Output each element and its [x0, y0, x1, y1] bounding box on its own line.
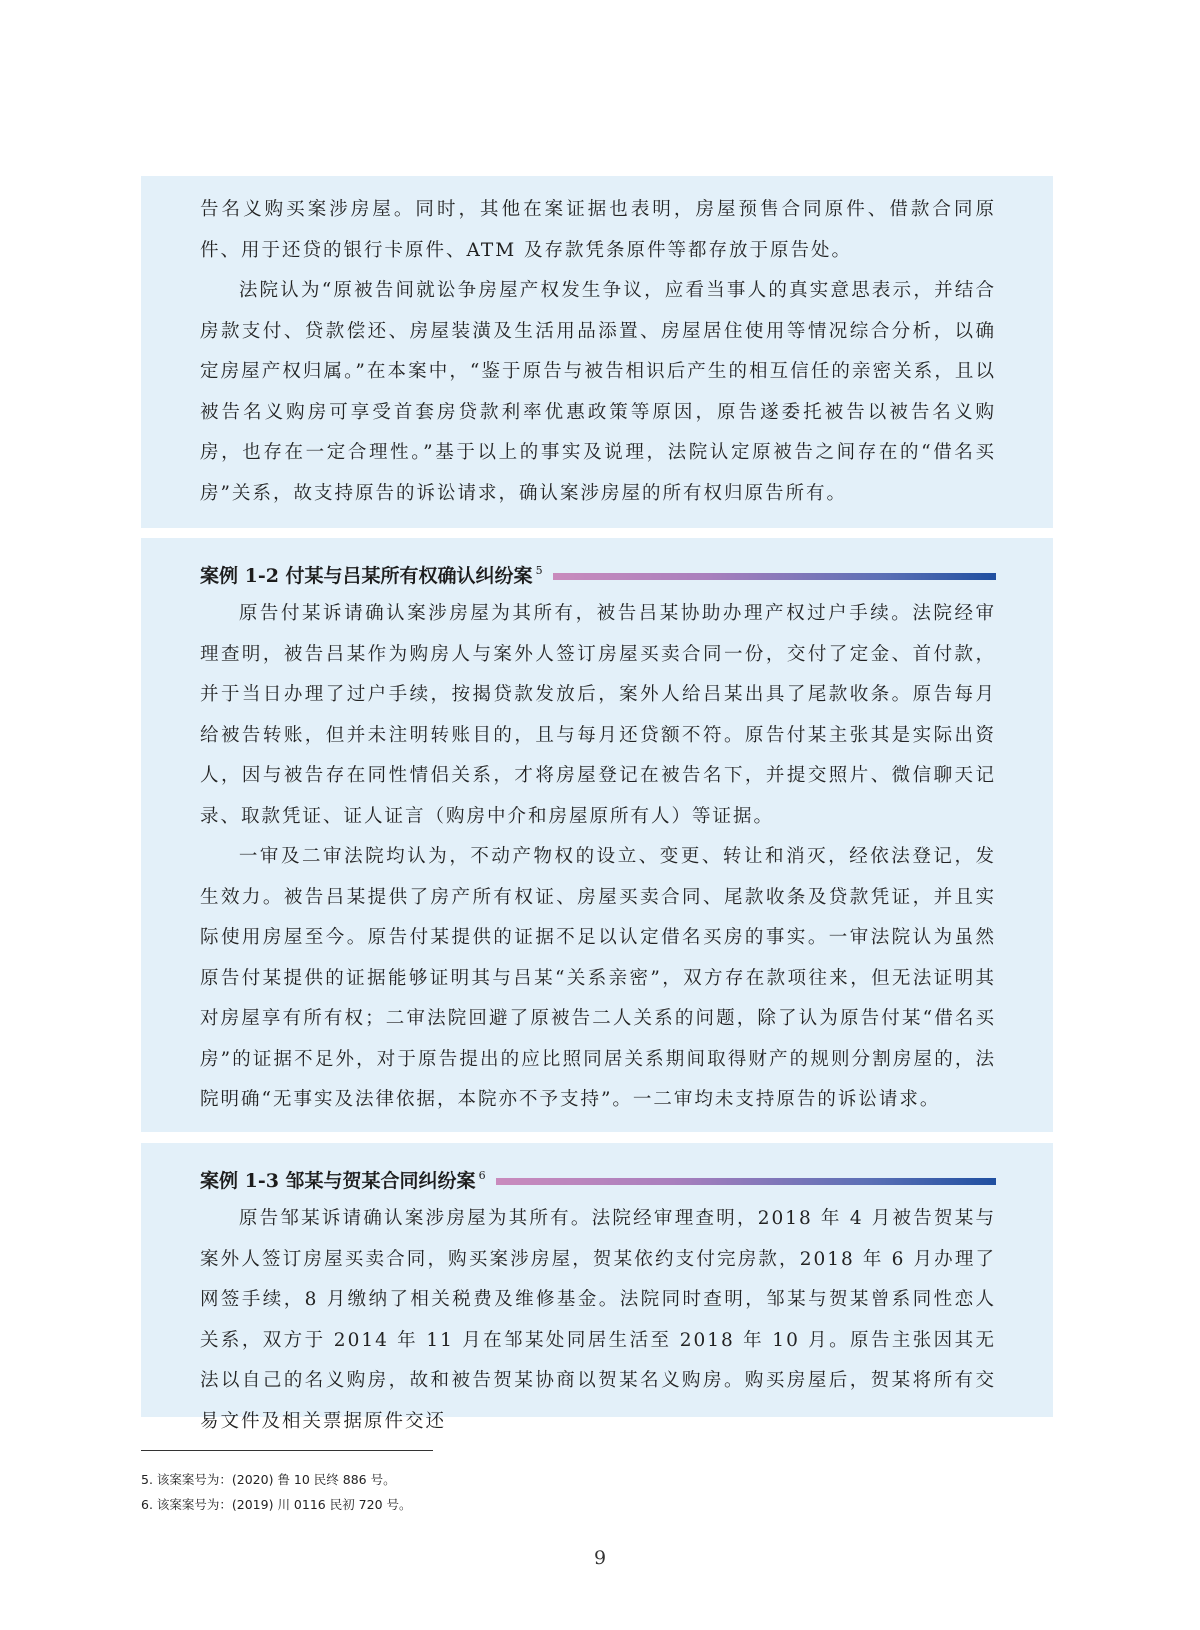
paragraph: 法院认为“原被告间就讼争房屋产权发生争议，应看当事人的真实意思表示，并结合房款支付、贷款偿还、房屋装潢及生活用品添置、房屋居住使用等情况综合分析，以确定房屋产权归属。”在本案中，“鉴于原告与被告相识后产生的相互信任的亲密关系，且以被告名义购房可享受首套房贷款利率优惠政策等原因，原告遂委托被告以被告名义购房，也存在一定合理性。”基于以上的事实及说理，法院认定原被告之间存在的“借名买房”关系，故支持原告的诉讼请求，确认案涉房屋的所有权归原告所有。: [200, 280, 996, 504]
case-1-2-box: [141, 538, 1053, 1132]
case-1-3-box: [141, 1143, 1053, 1432]
case-heading: [200, 1163, 996, 1195]
decorative-gradient-bar: [496, 1178, 996, 1185]
footnotes: [141, 1467, 412, 1517]
case-1-1-continuation-box: [141, 176, 1053, 528]
footnote-ref[interactable]: 6: [478, 1169, 486, 1183]
case-title: [200, 1166, 486, 1193]
paragraph: 一审及二审法院均认为，不动产物权的设立、变更、转让和消灭，经依法登记，发生效力。被告吕某提供了房产所有权证、房屋买卖合同、尾款收条及贷款凭证，并且实际使用房屋至今。原告付某提供的证据不足以认定借名买房的事实。一审法院认为虽然原告付某提供的证据能够证明其与吕某“关系亲密”，双方存在款项往来，但无法证明其对房屋享有所有权；二审法院回避了原被告二人关系的问题，除了认为原告付某“借名买房”的证据不足外，对于原告提出的应比照同居关系期间取得财产的规则分割房屋的，法院明确“无事实及法律依据，本院亦不予支持”。一二审均未支持原告的诉讼请求。: [200, 846, 996, 1110]
footnote-6: 6. 该案案号为：(2019) 川 0116 民初 720 号。: [141, 1497, 412, 1512]
case-title-text: 案例 1-3 邹某与贺某合同纠纷案: [200, 1169, 476, 1192]
footnote-5: 5. 该案案号为：(2020) 鲁 10 民终 886 号。: [141, 1472, 396, 1487]
footnote-divider: [141, 1450, 433, 1451]
paragraph: 告名义购买案涉房屋。同时，其他在案证据也表明，房屋预售合同原件、借款合同原件、用于还贷的银行卡原件、ATM 及存款凭条原件等都存放于原告处。: [200, 199, 996, 261]
paragraph: 原告邹某诉请确认案涉房屋为其所有。法院经审理查明，2018 年 4 月被告贺某与案外人签订房屋买卖合同，购买案涉房屋，贺某依约支付完房款，2018 年 6 月办理了网签手续，8 月缴纳了相关税费及维修基金。法院同时查明，邹某与贺某曾系同性恋人关系，双方于 2014 年 11 月在邹某处同居生活至 2018 年 10 月。原告主张因其无法以自己的名义购房，故和被告贺某协商以贺某名义购房。购买房屋后，贺某将所有交易文件及相关票据原件交还: [200, 1208, 996, 1432]
page-number: 9: [593, 1547, 607, 1569]
case-title: [200, 561, 543, 588]
footnote-ref[interactable]: 5: [535, 564, 543, 578]
decorative-gradient-bar: [553, 573, 996, 580]
case-heading: [200, 558, 996, 590]
paragraph: 原告付某诉请确认案涉房屋为其所有，被告吕某协助办理产权过户手续。法院经审理查明，被告吕某作为购房人与案外人签订房屋买卖合同一份，交付了定金、首付款，并于当日办理了过户手续，按揭贷款发放后，案外人给吕某出具了尾款收条。原告每月给被告转账，但并未注明转账目的，且与每月还贷额不符。原告付某主张其是实际出资人，因与被告存在同性情侣关系，才将房屋登记在被告名下，并提交照片、微信聊天记录、取款凭证、证人证言（购房中介和房屋原所有人）等证据。: [200, 603, 996, 827]
case-title-text: 案例 1-2 付某与吕某所有权确认纠纷案: [200, 564, 533, 587]
